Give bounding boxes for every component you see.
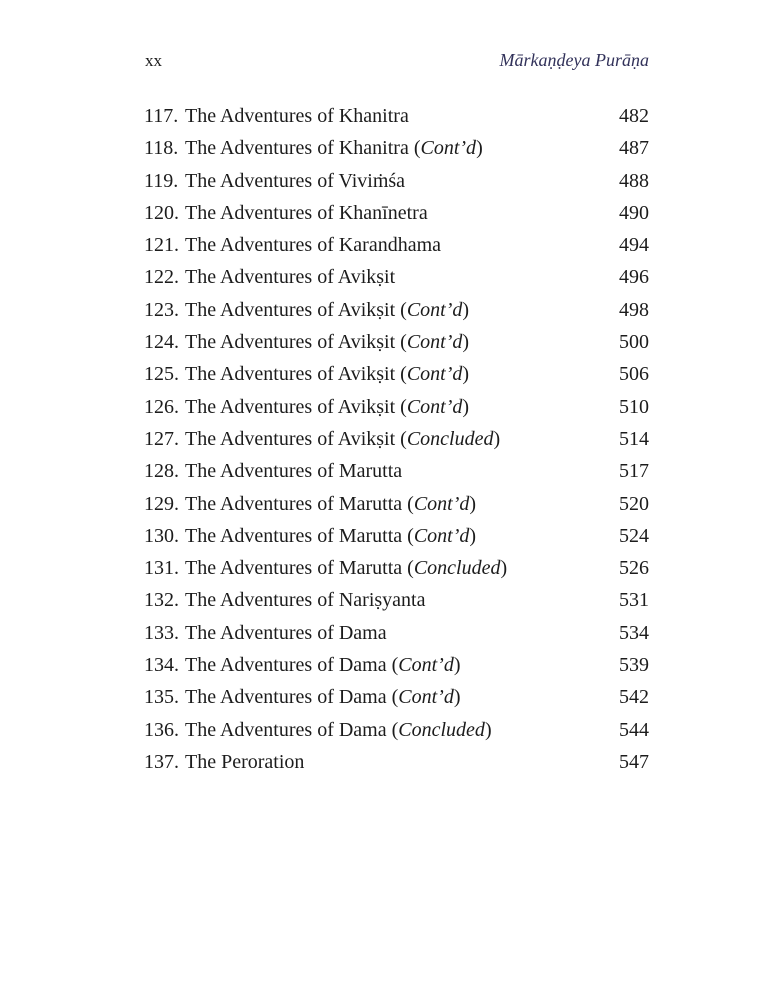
toc-row [144,714,649,746]
page-number: 500 [619,331,649,354]
chapter-title [185,681,615,713]
close-paren: ) [469,524,477,547]
folio-page-label: xx [145,51,162,70]
chapter-title-text: The Adventures of Avikṣit [185,331,396,354]
chapter-title-text: The Adventures of Avikṣit [185,363,396,386]
open-paren: ( [400,427,407,450]
chapter-title-text: The Adventures of Khanitra [185,137,409,160]
chapter-title-text: The Adventures of Dama [185,621,387,644]
toc-row [144,261,649,293]
close-paren: ) [469,492,477,515]
page-number: 526 [619,557,649,580]
toc-row [144,423,649,455]
chapter-note-text: Cont’d [406,363,463,386]
chapter-title-text: The Adventures of Dama [185,686,387,709]
close-paren: ) [453,654,461,677]
chapter-title-text: The Adventures of Marutta [185,492,403,515]
chapter-title-text: The Adventures of Avikṣit [185,427,396,450]
page-number: 531 [619,589,649,612]
chapter-number: 131. [144,557,179,580]
close-paren: ) [462,395,470,418]
chapter-title [185,197,615,229]
chapter-title [185,261,615,293]
chapter-number: 135. [144,686,179,709]
toc-row [144,326,649,358]
chapter-number: 122. [144,266,179,289]
chapter-title [185,455,615,487]
open-paren: ( [400,395,407,418]
toc-row [144,455,649,487]
chapter-note-text: Cont’d [398,654,454,677]
page-number: 496 [619,266,649,289]
chapter-note [414,137,483,159]
chapter-note-text: Concluded [413,557,501,580]
chapter-number: 127. [144,427,179,450]
chapter-title [185,100,615,132]
chapter-number: 123. [144,298,179,321]
chapter-title-text: The Peroration [185,750,305,773]
toc-row [144,197,649,229]
open-paren: ( [407,557,414,580]
chapter-note [407,557,507,579]
chapter-title-text: The Adventures of Khanīnetra [185,201,428,224]
chapter-title-text: The Adventures of Marutta [185,557,403,580]
chapter-note [400,363,469,385]
chapter-note [407,525,476,547]
page-number: 517 [619,460,649,483]
chapter-title [185,488,615,520]
page-number: 539 [619,654,649,677]
chapter-number: 130. [144,524,179,547]
close-paren: ) [500,557,508,580]
close-paren: ) [484,718,492,741]
page-number: 524 [619,524,649,547]
toc-row [144,165,649,197]
page-number: 544 [619,718,649,741]
open-paren: ( [391,718,399,741]
chapter-title [185,552,615,584]
toc-row [144,100,649,132]
page-number: 494 [619,234,649,257]
chapter-note [400,428,500,450]
chapter-title [185,294,615,326]
toc-row [144,520,649,552]
chapter-title-text: The Adventures of Khanitra [185,105,409,127]
chapter-title [185,229,615,261]
toc-row [144,681,649,713]
page-number: 514 [619,427,649,450]
page-number: 490 [619,201,649,224]
chapter-title-text: The Adventures of Avikṣit [185,266,396,289]
chapter-note-text: Cont’d [413,524,470,547]
open-paren: ( [391,686,399,709]
chapter-title-text: The Adventures of Marutta [185,524,403,547]
toc-row [144,358,649,390]
page-number: 506 [619,363,649,386]
chapter-note [400,396,469,418]
chapter-number: 132. [144,589,179,612]
chapter-note [392,686,461,708]
chapter-title-text: The Adventures of Nariṣyanta [185,589,426,612]
chapter-title [185,132,615,164]
open-paren: ( [400,363,407,386]
page-number: 482 [619,105,649,127]
page-header [145,50,649,71]
close-paren: ) [462,363,470,386]
chapter-note-text: Cont’d [406,395,463,418]
chapter-number: 118. [144,137,179,160]
chapter-note [392,654,461,676]
chapter-note [392,719,492,741]
chapter-number: 119. [144,169,179,192]
chapter-note-text: Concluded [406,427,494,450]
chapter-number: 133. [144,621,179,644]
close-paren: ) [453,686,461,709]
chapter-title [185,746,615,778]
close-paren: ) [476,137,483,160]
chapter-title [185,391,615,423]
toc-row [144,746,649,778]
toc-row [144,649,649,681]
toc-row [144,552,649,584]
open-paren: ( [413,137,421,160]
chapter-note-text: Cont’d [420,137,477,160]
chapter-note [400,331,469,353]
chapter-title-text: The Adventures of Avikṣit [185,298,396,321]
chapter-number: 124. [144,331,179,354]
chapter-title [185,423,615,455]
chapter-number: 128. [144,460,179,483]
chapter-number: 129. [144,492,179,515]
open-paren: ( [407,492,414,515]
chapter-title [185,584,615,616]
chapter-title [185,649,615,681]
page-number: 520 [619,492,649,515]
chapter-note-text: Cont’d [406,331,463,354]
chapter-note [400,299,469,321]
toc-row [144,488,649,520]
chapter-title-text: The Adventures of Avikṣit [185,395,396,418]
chapter-title [185,326,615,358]
chapter-title [185,358,615,390]
page-number: 488 [619,169,649,192]
chapter-number: 137. [144,750,179,773]
table-of-contents [144,100,649,778]
page-number: 547 [619,750,649,773]
chapter-title [185,714,615,746]
page-number: 534 [619,621,649,644]
chapter-title-text: The Adventures of Dama [185,718,387,741]
chapter-title-text: The Adventures of Dama [185,654,387,677]
open-paren: ( [391,654,399,677]
toc-row [144,391,649,423]
chapter-note-text: Cont’d [398,686,454,709]
chapter-note-text: Cont’d [406,298,463,321]
chapter-number: 125. [144,363,179,386]
chapter-number: 120. [144,201,179,224]
chapter-number: 117. [144,105,179,127]
page-number: 487 [619,137,649,160]
page-number: 498 [619,298,649,321]
open-paren: ( [400,298,407,321]
open-paren: ( [407,524,414,547]
close-paren: ) [462,298,470,321]
running-head-book-title: Mārkaṇḍeya Purāṇa [499,50,649,70]
toc-row [144,294,649,326]
page-number: 510 [619,395,649,418]
chapter-number: 136. [144,718,179,741]
chapter-note-text: Cont’d [413,492,470,515]
toc-row [144,617,649,649]
chapter-number: 126. [144,395,179,418]
chapter-number: 121. [144,234,179,257]
chapter-title [185,617,615,649]
chapter-title [185,520,615,552]
toc-row [144,132,649,164]
chapter-title-text: The Adventures of Karandhama [185,234,442,257]
chapter-title-text: The Adventures of Marutta [185,460,403,483]
close-paren: ) [493,427,501,450]
chapter-title [185,165,615,197]
toc-row [144,229,649,261]
close-paren: ) [462,331,470,354]
chapter-number: 134. [144,654,179,677]
chapter-note [407,493,476,515]
toc-row [144,584,649,616]
chapter-note-text: Concluded [398,718,485,741]
open-paren: ( [400,331,407,354]
chapter-title-text: The Adventures of Viviṁśa [185,169,406,192]
page-number: 542 [619,686,649,709]
